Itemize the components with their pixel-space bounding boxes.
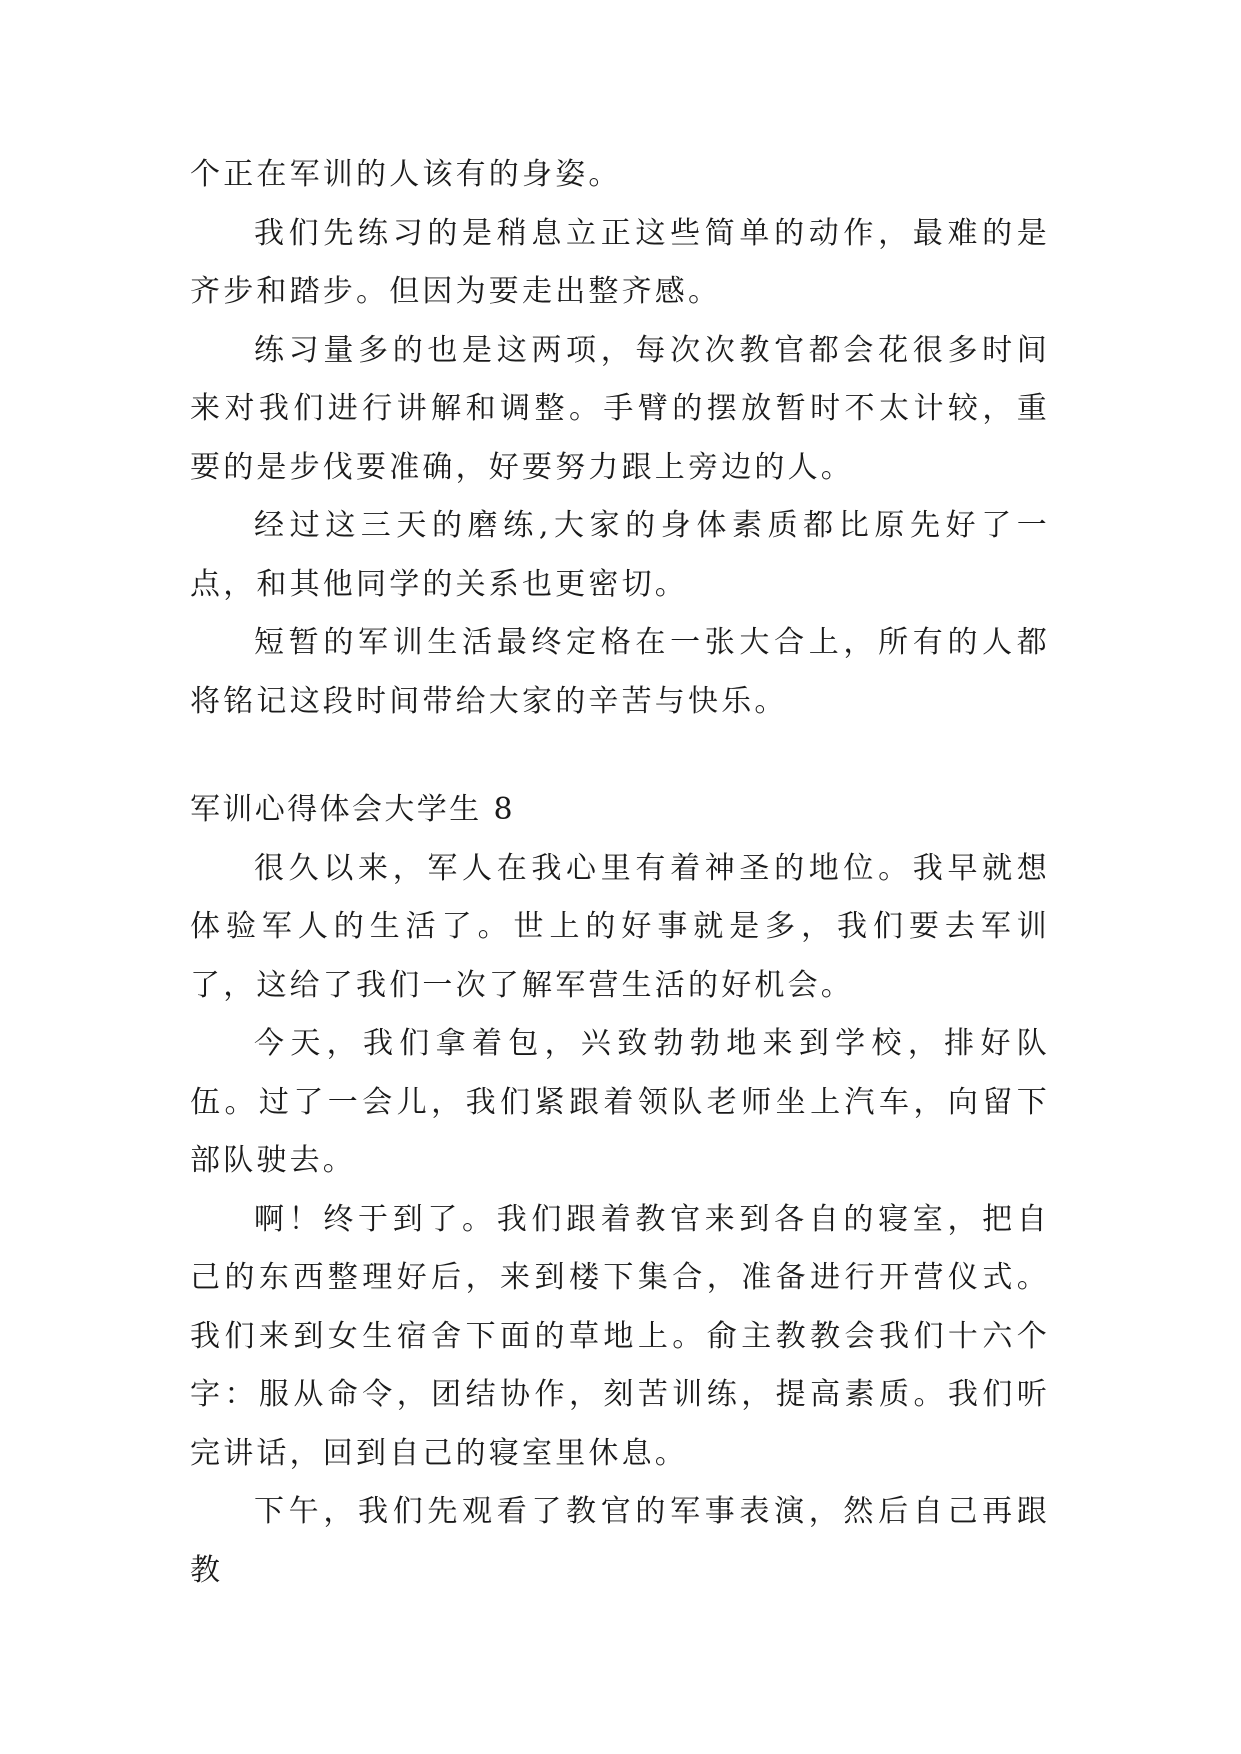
paragraph: 短暂的军训生活最终定格在一张大合上，所有的人都将铭记这段时间带给大家的辛苦与快乐。 [190, 625, 1050, 719]
paragraph: 我们先练习的是稍息立正这些简单的动作，最难的是齐步和踏步。但因为要走出整齐感。 [190, 215, 1050, 309]
document-body [190, 146, 1050, 1600]
section-heading: 军训心得体会大学生 8 [190, 792, 516, 827]
paragraph: 下午，我们先观看了教官的军事表演，然后自己再跟教 [190, 1494, 1050, 1588]
paragraph-continuation: 个正在军训的人该有的身姿。 [190, 157, 622, 192]
paragraph: 练习量多的也是这两项，每次次教官都会花很多时间来对我们进行讲解和调整。手臂的摆放暂时不太计较，重要的是步伐要准确，好要努力跟上旁边的人。 [190, 332, 1050, 485]
paragraph: 今天，我们拿着包，兴致勃勃地来到学校，排好队伍。过了一会儿，我们紧跟着领队老师坐上汽车，向留下部队驶去。 [190, 1026, 1050, 1178]
paragraph: 很久以来，军人在我心里有着神圣的地位。我早就想体验军人的生活了。世上的好事就是多，我们要去军训了，这给了我们一次了解军营生活的好机会。 [190, 850, 1050, 1003]
paragraph: 啊！终于到了。我们跟着教官来到各自的寝室，把自己的东西整理好后，来到楼下集合，准备进行开营仪式。我们来到女生宿舍下面的草地上。俞主教教会我们十六个字：服从命令，团结协作，刻苦训练，提高素质。我们听完讲话，回到自己的寝室里休息。 [190, 1201, 1050, 1471]
paragraph: 经过这三天的磨练,大家的身体素质都比原先好了一点，和其他同学的关系也更密切。 [190, 508, 1050, 602]
